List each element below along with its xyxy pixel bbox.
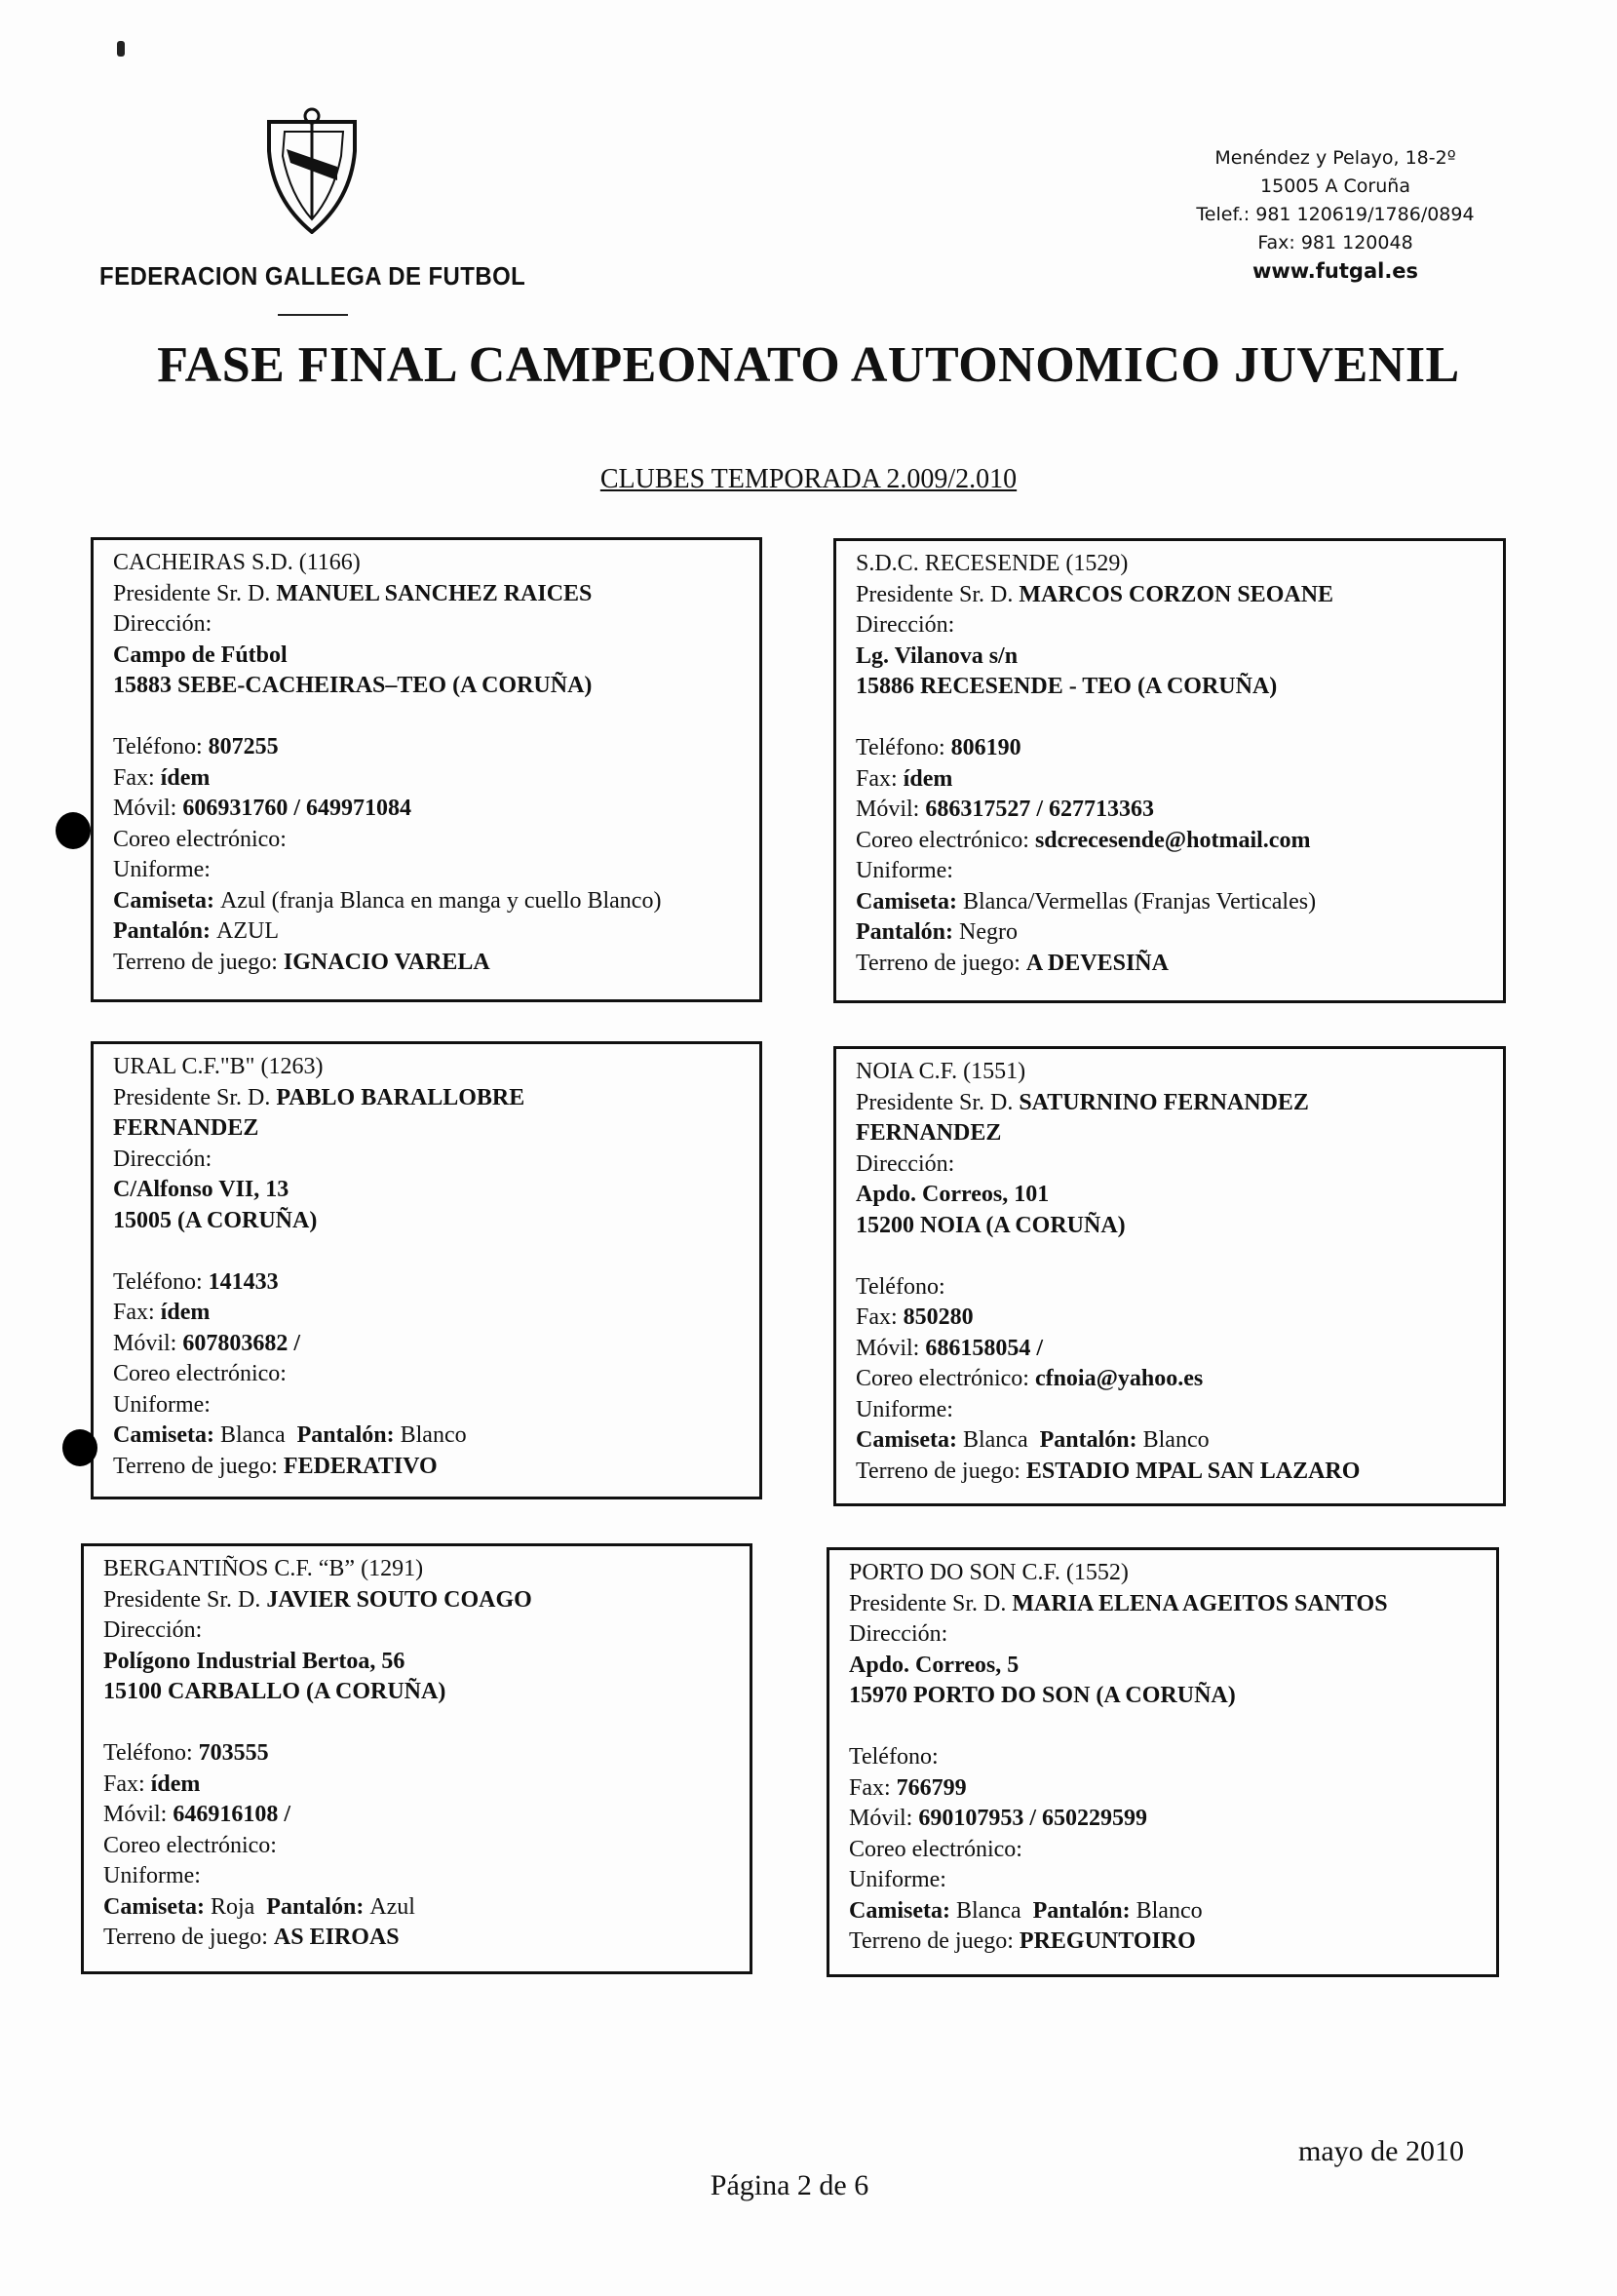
mobile-value: 690107953 / 650229599 — [918, 1806, 1148, 1831]
uniform-label: Uniforme: — [856, 858, 953, 883]
divider — [278, 314, 348, 316]
fax-label: Fax: — [103, 1771, 151, 1797]
website-link[interactable]: www.futgal.es — [1251, 259, 1419, 283]
president-label: Presidente Sr. D. — [856, 1089, 1020, 1115]
club-line — [103, 1770, 750, 1801]
president-name: PABLO BARALLOBRE — [276, 1084, 525, 1110]
shirt-label: Camiseta: — [856, 1427, 963, 1453]
club-line — [113, 1420, 759, 1452]
president-label: Presidente Sr. D. — [856, 581, 1020, 607]
president-name-cont: FERNANDEZ — [113, 1115, 259, 1141]
club-card — [833, 1046, 1506, 1506]
document-title: FASE FINAL CAMPEONATO AUTONOMICO JUVENIL — [157, 337, 1460, 393]
club-line — [856, 1395, 1503, 1426]
club-line — [856, 610, 1503, 642]
city: 15005 A Coruña — [1260, 175, 1410, 197]
club-line — [113, 1329, 759, 1360]
phone-label: Teléfono: — [856, 1273, 945, 1300]
field-value: ESTADIO MPAL SAN LAZARO — [1025, 1458, 1361, 1484]
date: mayo de 2010 — [1298, 2135, 1464, 2167]
address-line: C/Alfonso VII, 13 — [113, 1177, 289, 1202]
club-name: NOIA C.F. (1551) — [856, 1059, 1026, 1084]
club-line — [849, 1681, 1496, 1712]
field-value: A DEVESIÑA — [1025, 950, 1169, 976]
address-label: Dirección: — [113, 611, 212, 637]
president-name: MARCOS CORZON SEOANE — [1019, 581, 1334, 607]
phone-value: 807255 — [208, 734, 279, 759]
uniform-label: Uniforme: — [113, 857, 211, 882]
shirt-label: Camiseta: — [849, 1897, 956, 1924]
field-label: Terreno de juego: — [849, 1928, 1020, 1954]
phone-label: Teléfono: — [113, 734, 209, 759]
field-label: Terreno de juego: — [856, 950, 1026, 976]
president-label: Presidente Sr. D. — [113, 580, 277, 606]
scan-mark — [117, 41, 125, 57]
fax-value: ídem — [160, 764, 211, 791]
field-label: Terreno de juego: — [113, 1453, 284, 1479]
club-name: PORTO DO SON C.F. (1552) — [849, 1560, 1129, 1585]
fax-label: Fax: — [856, 765, 904, 792]
address-line: 15970 PORTO DO SON (A CORUÑA) — [849, 1683, 1236, 1708]
club-line — [856, 1057, 1503, 1088]
field-value: IGNACIO VARELA — [283, 949, 490, 975]
fax-value: 766799 — [896, 1774, 967, 1801]
address-line: 15005 (A CORUÑA) — [113, 1207, 318, 1233]
club-line — [113, 671, 759, 702]
club-name: URAL C.F."B" (1263) — [113, 1054, 324, 1079]
club-line — [849, 1651, 1496, 1682]
fax: Fax: 981 120048 — [1257, 232, 1413, 253]
field-value: FEDERATIVO — [283, 1453, 438, 1479]
address-label: Dirección: — [103, 1617, 203, 1643]
address-line: Lg. Vilanova s/n — [856, 642, 1019, 669]
shirt-value: Blanca — [219, 1422, 286, 1448]
mobile-value: 607803682 / — [182, 1330, 301, 1356]
fax-value: ídem — [160, 1300, 211, 1325]
shirt-value: Blanca — [955, 1897, 1021, 1924]
phone: Telef.: 981 120619/1786/0894 — [1196, 204, 1475, 225]
field-value: PREGUNTOIRO — [1019, 1928, 1196, 1954]
club-line — [113, 1113, 759, 1145]
phone-label: Teléfono: — [113, 1268, 209, 1295]
club-line — [856, 1334, 1503, 1365]
address-label: Dirección: — [849, 1621, 948, 1647]
club-line — [856, 1118, 1503, 1149]
club-line — [856, 795, 1503, 826]
club-line — [856, 642, 1503, 673]
address-line: 15886 RECESENDE - TEO (A CORUÑA) — [856, 674, 1278, 699]
president-name-cont: FERNANDEZ — [856, 1120, 1002, 1146]
club-line — [849, 1589, 1496, 1620]
club-line — [113, 916, 759, 948]
club-line — [113, 794, 759, 825]
spacer — [286, 1422, 297, 1448]
federation-crest-icon — [265, 102, 359, 234]
shirt-value: Blanca — [962, 1427, 1028, 1453]
club-line — [856, 949, 1503, 980]
club-line — [103, 1554, 750, 1585]
address-line: Apdo. Correos, 101 — [856, 1182, 1050, 1207]
president-name: SATURNINO FERNANDEZ — [1019, 1089, 1309, 1115]
club-line — [103, 1800, 750, 1831]
club-line — [113, 1175, 759, 1206]
field-label: Terreno de juego: — [856, 1458, 1026, 1484]
club-name: CACHEIRAS S.D. (1166) — [113, 550, 361, 575]
president-name: JAVIER SOUTO COAGO — [266, 1586, 532, 1613]
field-value: AS EIROAS — [273, 1925, 400, 1950]
address-line: Polígono Industrial Bertoa, 56 — [103, 1648, 405, 1674]
fax-label: Fax: — [113, 764, 161, 791]
club-line — [849, 1865, 1496, 1896]
club-line — [113, 1359, 759, 1390]
mobile-label: Móvil: — [113, 796, 183, 821]
email-label: Coreo electrónico: — [849, 1836, 1022, 1862]
club-line — [856, 1211, 1503, 1242]
shorts-value: Blanco — [1136, 1897, 1203, 1924]
club-line — [113, 609, 759, 641]
shorts-value: Azul — [369, 1893, 415, 1920]
club-line — [856, 672, 1503, 703]
club-line — [856, 549, 1503, 580]
spacer — [254, 1894, 266, 1920]
club-line — [113, 1267, 759, 1299]
club-card — [91, 1041, 762, 1499]
document-subtitle: CLUBES TEMPORADA 2.009/2.010 — [599, 464, 1018, 494]
email-value: cfnoia@yahoo.es — [1034, 1366, 1204, 1391]
field-label: Terreno de juego: — [113, 949, 284, 975]
president-name: MARIA ELENA AGEITOS SANTOS — [1012, 1590, 1388, 1616]
address-label: Dirección: — [856, 1150, 955, 1177]
club-line — [113, 825, 759, 856]
club-line — [856, 764, 1503, 796]
club-line — [113, 1052, 759, 1083]
club-line — [849, 1558, 1496, 1589]
club-line — [103, 1861, 750, 1892]
club-line — [856, 1272, 1503, 1304]
club-line — [103, 1647, 750, 1678]
mobile-label: Móvil: — [856, 1335, 926, 1361]
phone-value: 141433 — [208, 1268, 279, 1295]
club-line — [113, 948, 759, 979]
phone-value: 703555 — [198, 1740, 269, 1766]
fax-value: 850280 — [903, 1304, 974, 1330]
shorts-value: Blanco — [400, 1422, 467, 1448]
club-line — [856, 1088, 1503, 1119]
club-line — [113, 886, 759, 917]
club-line — [113, 1298, 759, 1329]
field-label: Terreno de juego: — [103, 1925, 274, 1950]
shorts-value: Negro — [959, 919, 1018, 945]
club-line — [856, 733, 1503, 764]
club-line — [113, 855, 759, 886]
phone-value: 806190 — [950, 735, 1021, 760]
club-line — [113, 1145, 759, 1176]
club-line — [113, 1206, 759, 1237]
shirt-label: Camiseta: — [113, 1422, 220, 1448]
mobile-label: Móvil: — [849, 1806, 919, 1831]
email-label: Coreo electrónico: — [856, 1366, 1035, 1391]
shirt-label: Camiseta: — [103, 1893, 211, 1920]
shorts-label: Pantalón: — [1032, 1897, 1136, 1924]
club-line — [849, 1742, 1496, 1773]
address-line: 15883 SEBE-CACHEIRAS–TEO (A CORUÑA) — [113, 673, 593, 698]
club-line — [849, 1773, 1496, 1805]
club-line — [113, 763, 759, 795]
email-label: Coreo electrónico: — [113, 826, 287, 852]
shorts-label: Pantalón: — [1039, 1427, 1143, 1453]
club-line — [856, 1303, 1503, 1334]
club-line — [849, 1835, 1496, 1866]
shorts-value: Blanco — [1142, 1427, 1210, 1453]
email-label: Coreo electrónico: — [856, 827, 1035, 853]
address-line: 15100 CARBALLO (A CORUÑA) — [103, 1679, 446, 1704]
club-line — [103, 1831, 750, 1862]
club-line — [113, 1452, 759, 1483]
address-label: Dirección: — [856, 612, 955, 638]
president-label: Presidente Sr. D. — [113, 1084, 277, 1110]
club-line — [113, 1083, 759, 1114]
mobile-label: Móvil: — [113, 1330, 183, 1356]
president-label: Presidente Sr. D. — [849, 1590, 1013, 1616]
shirt-value: Roja — [210, 1893, 255, 1920]
uniform-label: Uniforme: — [849, 1867, 946, 1892]
shirt-label: Camiseta: — [856, 888, 963, 915]
club-line — [103, 1923, 750, 1954]
club-line — [103, 1892, 750, 1924]
federation-name: FEDERACION GALLEGA DE FUTBOL — [99, 261, 526, 291]
club-line — [113, 1390, 759, 1421]
email-label: Coreo electrónico: — [103, 1832, 277, 1858]
fax-value: ídem — [150, 1771, 201, 1797]
president-label: Presidente Sr. D. — [103, 1586, 267, 1613]
phone-label: Teléfono: — [849, 1744, 939, 1770]
mobile-label: Móvil: — [856, 797, 926, 822]
address-line: Campo de Fútbol — [113, 642, 288, 668]
club-line — [113, 579, 759, 610]
mobile-label: Móvil: — [103, 1802, 173, 1827]
punch-hole — [62, 1429, 97, 1466]
club-line — [856, 1364, 1503, 1395]
club-line — [849, 1926, 1496, 1958]
club-name: S.D.C. RECESENDE (1529) — [856, 551, 1129, 576]
club-line — [856, 580, 1503, 611]
club-line — [103, 1738, 750, 1770]
email-label: Coreo electrónico: — [113, 1361, 287, 1386]
uniform-label: Uniforme: — [113, 1391, 211, 1418]
club-line — [849, 1896, 1496, 1927]
uniform-label: Uniforme: — [856, 1396, 953, 1422]
club-line — [849, 1804, 1496, 1835]
club-line — [856, 1457, 1503, 1488]
club-name: BERGANTIÑOS C.F. “B” (1291) — [103, 1556, 424, 1581]
address-line: 15200 NOIA (A CORUÑA) — [856, 1212, 1126, 1238]
punch-hole — [56, 812, 91, 849]
club-card — [827, 1547, 1499, 1977]
mobile-value: 646916108 / — [173, 1802, 291, 1827]
shorts-label: Pantalón: — [113, 918, 217, 944]
address-label: Dirección: — [113, 1146, 212, 1172]
club-line — [113, 641, 759, 672]
fax-value: ídem — [903, 765, 953, 792]
club-line — [856, 856, 1503, 887]
club-card — [833, 538, 1506, 1003]
address: Menéndez y Pelayo, 18-2º — [1214, 147, 1456, 169]
shirt-label: Camiseta: — [113, 887, 220, 914]
club-line — [103, 1677, 750, 1708]
shirt-value: Azul (franja Blanca en manga y cuello Blanco) — [219, 887, 662, 914]
fax-label: Fax: — [849, 1774, 897, 1801]
president-name: MANUEL SANCHEZ RAICES — [276, 580, 593, 606]
uniform-label: Uniforme: — [103, 1863, 201, 1888]
club-line — [856, 887, 1503, 918]
club-line — [856, 1149, 1503, 1181]
page-number: Página 2 de 6 — [710, 2169, 869, 2201]
club-line — [103, 1615, 750, 1647]
club-line — [103, 1585, 750, 1616]
club-line — [113, 548, 759, 579]
mobile-value: 606931760 / 649971084 — [182, 796, 412, 821]
club-line — [856, 1180, 1503, 1211]
contact-block — [1131, 144, 1540, 286]
shorts-label: Pantalón: — [266, 1893, 370, 1920]
shorts-label: Pantalón: — [856, 919, 960, 945]
address-line: Apdo. Correos, 5 — [849, 1652, 1020, 1678]
mobile-value: 686317527 / 627713363 — [925, 797, 1155, 822]
club-card — [81, 1543, 752, 1974]
phone-label: Teléfono: — [856, 735, 951, 760]
fax-label: Fax: — [113, 1300, 161, 1325]
club-card — [91, 537, 762, 1002]
club-line — [856, 826, 1503, 857]
club-line — [856, 1425, 1503, 1457]
spacer — [1021, 1898, 1033, 1924]
shorts-label: Pantalón: — [296, 1422, 401, 1448]
shorts-value: AZUL — [216, 918, 279, 944]
club-line — [856, 917, 1503, 949]
club-line — [113, 732, 759, 763]
phone-label: Teléfono: — [103, 1740, 199, 1766]
mobile-value: 686158054 / — [925, 1335, 1044, 1361]
email-value: sdcrecesende@hotmail.com — [1034, 827, 1311, 853]
shirt-value: Blanca/Vermellas (Franjas Verticales) — [962, 888, 1317, 915]
fax-label: Fax: — [856, 1304, 904, 1330]
spacer — [1028, 1427, 1040, 1453]
club-line — [849, 1619, 1496, 1651]
